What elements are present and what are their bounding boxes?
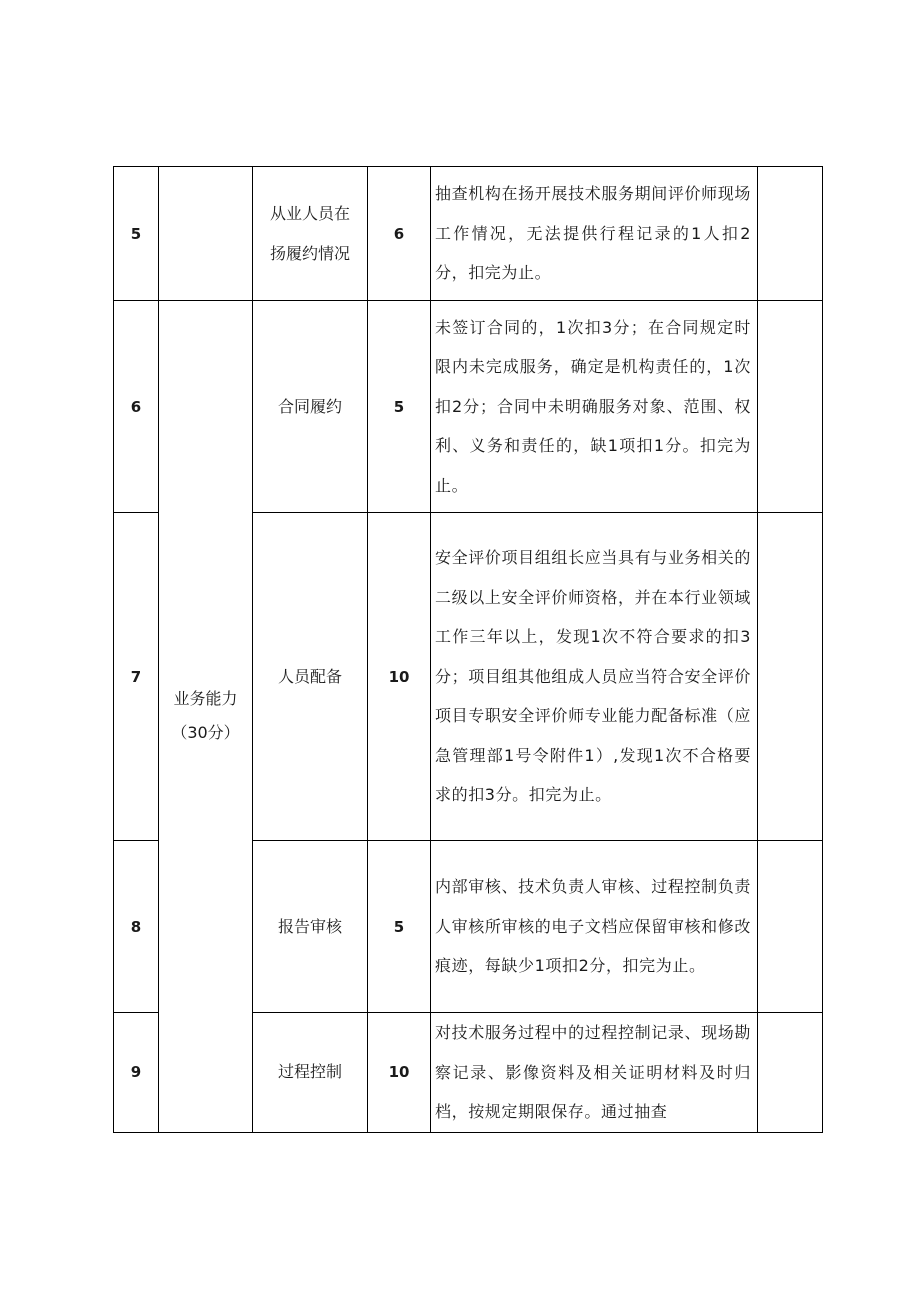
score-value: 6 xyxy=(368,167,431,301)
row-number: 9 xyxy=(114,1013,159,1133)
criteria-text: 抽查机构在扬开展技术服务期间评价师现场工作情况，无法提供行程记录的1人扣2分，扣完为止。 xyxy=(431,167,758,301)
category-cell-empty xyxy=(159,167,253,301)
criteria-text: 安全评价项目组组长应当具有与业务相关的二级以上安全评价师资格，并在本行业领域工作三年以上，发现1次不符合要求的扣3分；项目组其他组成人员应当符合安全评价项目专职安全评价师专业能力配备标准（应急管理部1号令附件1）,发现1次不合格要求的扣3分。扣完为止。 xyxy=(431,513,758,841)
category-cell xyxy=(159,301,253,1133)
remark-cell xyxy=(758,513,823,841)
item-name: 人员配备 xyxy=(253,513,368,841)
item-name-line: 扬履约情况 xyxy=(269,243,350,263)
item-name: 合同履约 xyxy=(253,301,368,513)
item-name-line: 从业人员在 xyxy=(269,203,350,223)
evaluation-table xyxy=(113,166,823,1133)
remark-cell xyxy=(758,841,823,1013)
score-value: 5 xyxy=(368,301,431,513)
score-value: 5 xyxy=(368,841,431,1013)
category-name: 业务能力 xyxy=(173,689,238,709)
table-row xyxy=(114,167,823,301)
score-value: 10 xyxy=(368,1013,431,1133)
remark-cell xyxy=(758,301,823,513)
category-points: （30分） xyxy=(171,723,240,743)
remark-cell xyxy=(758,167,823,301)
row-number: 5 xyxy=(114,167,159,301)
criteria-text: 内部审核、技术负责人审核、过程控制负责人审核所审核的电子文档应保留审核和修改痕迹，每缺少1项扣2分，扣完为止。 xyxy=(431,841,758,1013)
row-number: 7 xyxy=(114,513,159,841)
remark-cell xyxy=(758,1013,823,1133)
item-name: 报告审核 xyxy=(253,841,368,1013)
criteria-text: 对技术服务过程中的过程控制记录、现场勘察记录、影像资料及相关证明材料及时归档，按规定期限保存。通过抽查 xyxy=(431,1013,758,1133)
criteria-text: 未签订合同的，1次扣3分；在合同规定时限内未完成服务，确定是机构责任的，1次扣2分；合同中未明确服务对象、范围、权利、义务和责任的，缺1项扣1分。扣完为止。 xyxy=(431,301,758,513)
score-value: 10 xyxy=(368,513,431,841)
table-row xyxy=(114,301,823,513)
row-number: 8 xyxy=(114,841,159,1013)
item-name: 过程控制 xyxy=(253,1013,368,1133)
row-number: 6 xyxy=(114,301,159,513)
item-name xyxy=(253,167,368,301)
